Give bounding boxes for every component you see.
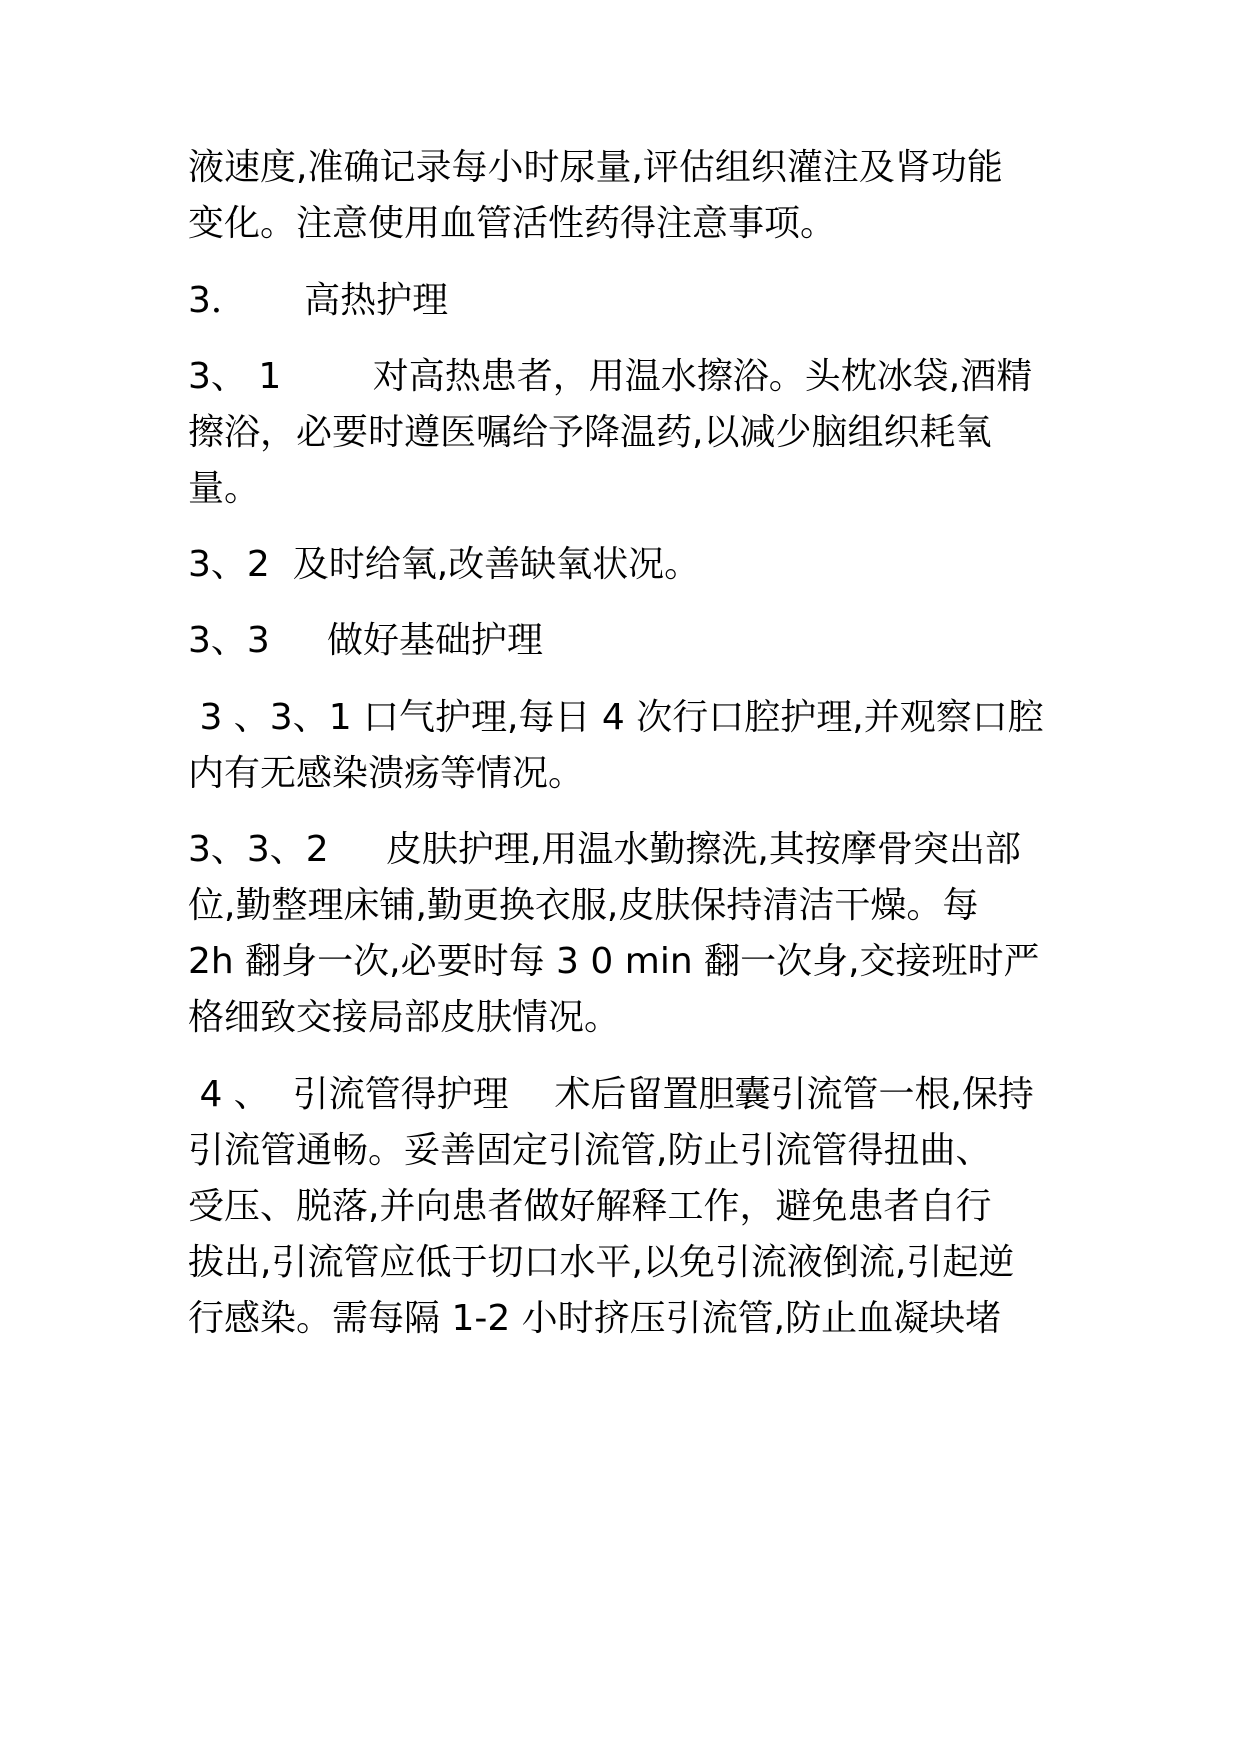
text-line: 2h 翻身一次,必要时每 3 0 min 翻一次身,交接班时严 bbox=[188, 941, 1040, 982]
text-line: 引流管通畅。妥善固定引流管,防止引流管得扭曲、 bbox=[188, 1130, 992, 1171]
text-line: 格细致交接局部皮肤情况。 bbox=[188, 997, 621, 1038]
text-line: 变化。注意使用血管活性药得注意事项。 bbox=[188, 203, 837, 244]
text-line: 液速度,准确记录每小时尿量,评估组织灌注及肾功能 bbox=[188, 147, 1003, 188]
section-heading: 3． 高热护理 bbox=[188, 280, 449, 321]
text-line: 受压、脱落,并向患者做好解释工作，避免患者自行 bbox=[188, 1186, 992, 1227]
text-line: 3、3 做好基础护理 bbox=[188, 620, 544, 661]
text-line: 行感染。需每隔 1-2 小时挤压引流管,防止血凝块堵 bbox=[188, 1298, 1002, 1339]
text-line: 擦浴，必要时遵医嘱给予降温药,以减少脑组织耗氧 bbox=[188, 412, 992, 453]
text-line: 位,勤整理床铺,勤更换衣服,皮肤保持清洁干燥。每 bbox=[188, 885, 979, 926]
text-line: 内有无感染溃疡等情况。 bbox=[188, 753, 585, 794]
text-line: 3、 1 对高热患者，用温水擦浴。头枕冰袋,酒精 bbox=[188, 356, 1033, 397]
text-line: 拔出,引流管应低于切口水平,以免引流液倒流,引起逆 bbox=[188, 1242, 1015, 1283]
text-line: 3、3、2 皮肤护理,用温水勤擦洗,其按摩骨突出部 bbox=[188, 829, 1021, 870]
text-line: 3 、3、1 口气护理,每日 4 次行口腔护理,并观察口腔 bbox=[188, 697, 1044, 738]
text-line: 4 、 引流管得护理 术后留置胆囊引流管一根,保持 bbox=[188, 1074, 1034, 1115]
text-line: 量。 bbox=[188, 468, 261, 509]
text-line: 3、2 及时给氧,改善缺氧状况。 bbox=[188, 544, 701, 585]
